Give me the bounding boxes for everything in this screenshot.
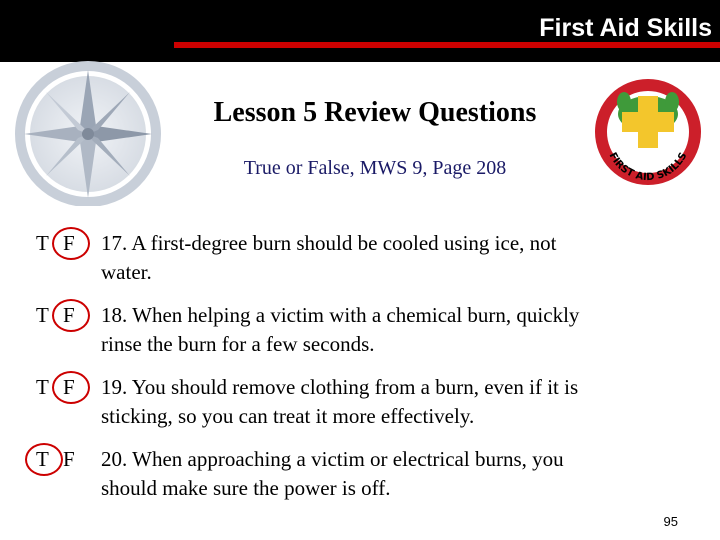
question-text: 18. When helping a victim with a chemical burn, quickly rinse the burn for a few seconds. xyxy=(101,303,580,356)
answer-circle xyxy=(52,371,90,404)
true-option: T xyxy=(36,447,49,471)
badge-text: FIRST AID SKILLS xyxy=(606,150,690,184)
question-20 xyxy=(0,445,720,507)
answer-circle xyxy=(25,443,63,476)
page-number: 95 xyxy=(663,514,678,529)
true-option: T xyxy=(36,303,49,327)
false-option: F xyxy=(63,231,75,255)
compass-rose-icon xyxy=(0,56,190,206)
question-19 xyxy=(0,373,720,435)
answer-circle xyxy=(52,299,90,332)
question-17 xyxy=(0,229,720,291)
header-accent-line xyxy=(174,42,720,48)
false-option: F xyxy=(63,375,75,399)
first-aid-badge-icon xyxy=(592,76,704,188)
false-option: F xyxy=(63,447,75,471)
answer-circle xyxy=(52,227,90,260)
slide-subtitle: True or False, MWS 9, Page 208 xyxy=(243,157,507,179)
true-option: T xyxy=(36,231,49,255)
true-option: T xyxy=(36,375,49,399)
question-18 xyxy=(0,301,720,363)
question-text: 17. A first-degree burn should be cooled using ice, not water. xyxy=(101,231,557,284)
header-title: First Aid Skills xyxy=(539,14,712,42)
question-text: 19. You should remove clothing from a burn, even if it is sticking, so you can treat it more effectively. xyxy=(101,375,579,428)
false-option: F xyxy=(63,303,75,327)
question-text: 20. When approaching a victim or electrical burns, you should make sure the power is off. xyxy=(101,447,564,500)
slide-title: Lesson 5 Review Questions xyxy=(213,97,537,128)
